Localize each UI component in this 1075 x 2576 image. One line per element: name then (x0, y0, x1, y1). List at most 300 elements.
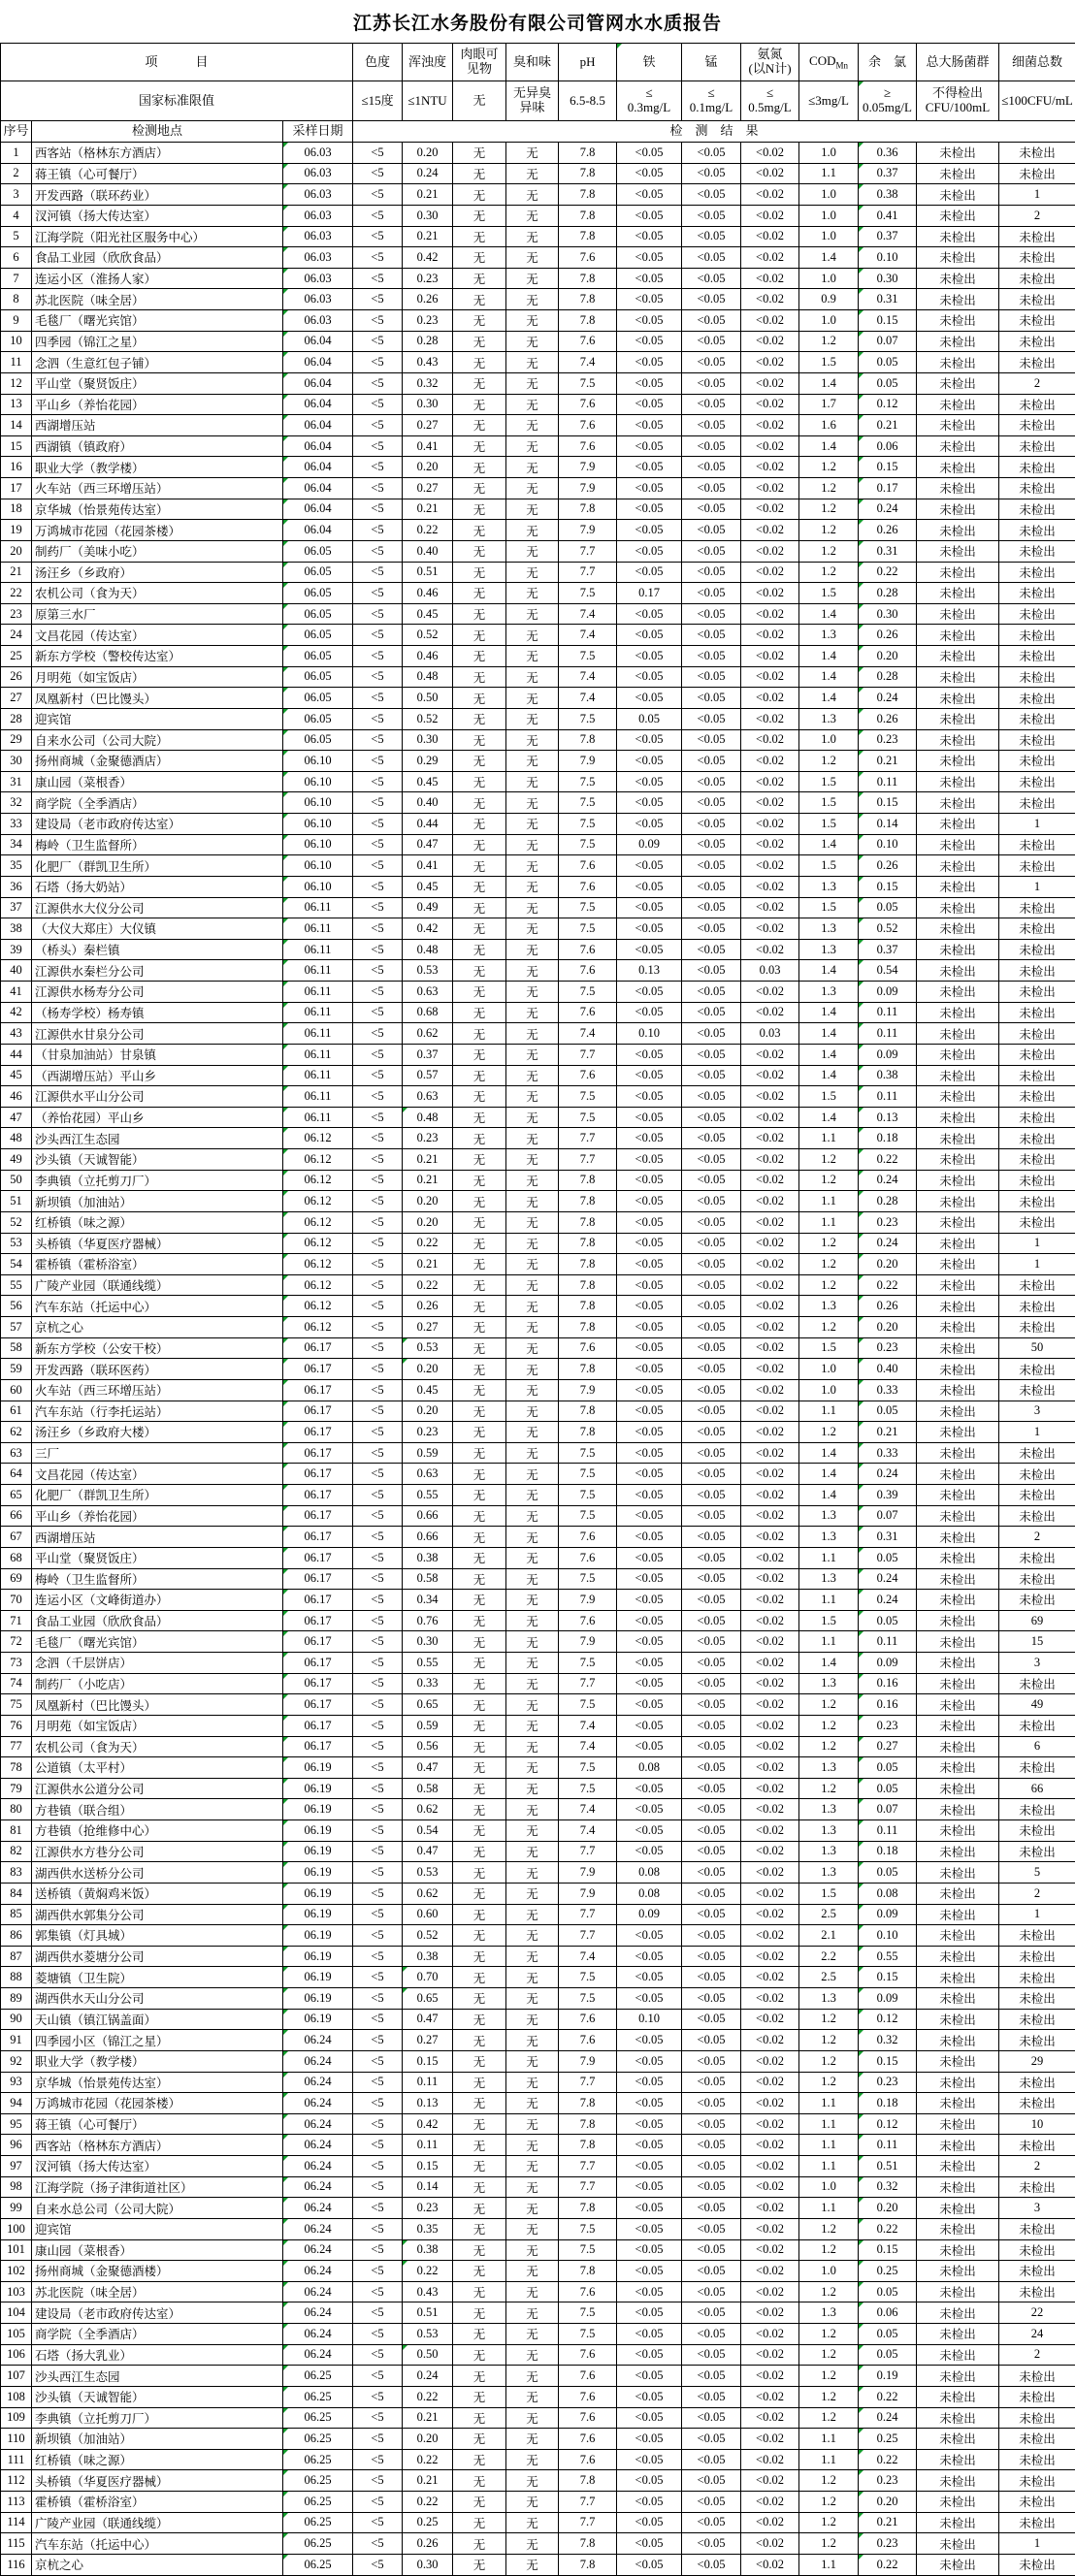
cell-bacteria-count: 未检出 (999, 751, 1075, 772)
cell-manganese: <0.05 (682, 1274, 741, 1296)
cell-colority: <5 (353, 2429, 403, 2450)
cell-iron: <0.05 (617, 1547, 682, 1568)
cell-ph: 7.8 (559, 226, 617, 247)
cell-location: 西客站（格林东方酒店） (32, 143, 283, 164)
header-residual-chlorine: 余 氯 (859, 44, 917, 81)
cell-total-coliform: 未检出 (917, 268, 999, 289)
cell-location: 平山堂（聚贤饭庄） (32, 372, 283, 394)
cell-ammonia: <0.02 (741, 1610, 799, 1631)
cell-visible-matter: 无 (453, 1988, 506, 2010)
cell-no: 16 (1, 457, 32, 478)
cell-total-coliform: 未检出 (917, 2156, 999, 2177)
cell-visible-matter: 无 (453, 1464, 506, 1485)
cell-ph: 7.8 (559, 1422, 617, 1443)
cell-visible-matter: 无 (453, 1883, 506, 1904)
cell-date: 06.17 (283, 1568, 353, 1590)
cell-residual-chlorine: 0.11 (859, 2135, 917, 2156)
cell-manganese: <0.05 (682, 372, 741, 394)
cell-date: 06.03 (283, 247, 353, 269)
cell-manganese: <0.05 (682, 268, 741, 289)
cell-manganese: <0.05 (682, 1464, 741, 1485)
cell-ph: 7.5 (559, 708, 617, 729)
cell-odor: 无 (506, 1422, 559, 1443)
table-row (1, 2113, 1075, 2135)
cell-residual-chlorine: 0.15 (859, 876, 917, 897)
cell-total-coliform: 未检出 (917, 2492, 999, 2513)
cell-bacteria-count: 未检出 (999, 2407, 1075, 2429)
cell-bacteria-count: 1 (999, 876, 1075, 897)
table-row (1, 435, 1075, 457)
cell-colority: <5 (353, 751, 403, 772)
cell-total-coliform: 未检出 (917, 1044, 999, 1065)
cell-ammonia: <0.02 (741, 834, 799, 855)
cell-residual-chlorine: 0.21 (859, 751, 917, 772)
cell-no: 44 (1, 1044, 32, 1065)
limit-manganese-line1: ≤ (682, 86, 740, 101)
cell-iron: <0.05 (617, 1211, 682, 1233)
cell-ph: 7.6 (559, 2386, 617, 2407)
cell-manganese: <0.05 (682, 1170, 741, 1191)
cell-residual-chlorine: 0.20 (859, 2492, 917, 2513)
table-row (1, 372, 1075, 394)
cell-visible-matter: 无 (453, 1799, 506, 1820)
cell-ph: 7.8 (559, 2554, 617, 2575)
cell-colority: <5 (353, 646, 403, 667)
cell-manganese: <0.05 (682, 1653, 741, 1674)
cell-bacteria-count: 1 (999, 184, 1075, 206)
cell-manganese: <0.05 (682, 2344, 741, 2366)
cell-ph: 7.9 (559, 457, 617, 478)
cell-codmn: 1.2 (799, 1778, 859, 1799)
cell-residual-chlorine: 0.20 (859, 1317, 917, 1338)
cell-ammonia: <0.02 (741, 2302, 799, 2324)
cell-location: 西湖增压站 (32, 415, 283, 436)
table-row (1, 1149, 1075, 1171)
cell-colority: <5 (353, 1631, 403, 1653)
cell-residual-chlorine: 0.54 (859, 960, 917, 982)
cell-colority: <5 (353, 2324, 403, 2345)
limits-label: 国家标准限值 (1, 81, 353, 121)
cell-date: 06.17 (283, 1610, 353, 1631)
cell-bacteria-count: 未检出 (999, 163, 1075, 184)
cell-turbidity: 0.42 (403, 2113, 453, 2135)
limit-ammonia (741, 81, 799, 121)
cell-turbidity: 0.20 (403, 1401, 453, 1422)
cell-no: 109 (1, 2407, 32, 2429)
cell-ph: 7.6 (559, 2449, 617, 2470)
cell-ph: 7.5 (559, 1757, 617, 1779)
cell-visible-matter: 无 (453, 1233, 506, 1254)
cell-ammonia: <0.02 (741, 708, 799, 729)
cell-iron: <0.05 (617, 2407, 682, 2429)
cell-ph: 7.8 (559, 143, 617, 164)
cell-odor: 无 (506, 939, 559, 960)
cell-manganese: <0.05 (682, 1757, 741, 1779)
limit-iron (617, 81, 682, 121)
cell-visible-matter: 无 (453, 478, 506, 499)
cell-total-coliform: 未检出 (917, 1610, 999, 1631)
cell-date: 06.17 (283, 1673, 353, 1694)
cell-codmn: 1.0 (799, 143, 859, 164)
cell-visible-matter: 无 (453, 1107, 506, 1128)
cell-manganese: <0.05 (682, 1820, 741, 1842)
cell-codmn: 1.2 (799, 1694, 859, 1716)
cell-total-coliform: 未检出 (917, 143, 999, 164)
cell-manganese: <0.05 (682, 435, 741, 457)
cell-iron: <0.05 (617, 1967, 682, 1988)
cell-visible-matter: 无 (453, 583, 506, 604)
cell-ammonia: <0.02 (741, 2009, 799, 2030)
cell-location: 制药厂（小吃店） (32, 1673, 283, 1694)
cell-total-coliform: 未检出 (917, 1590, 999, 1611)
header-ammonia (741, 44, 799, 81)
cell-iron: <0.05 (617, 435, 682, 457)
cell-bacteria-count: 3 (999, 1653, 1075, 1674)
cell-manganese: <0.05 (682, 1485, 741, 1506)
cell-ph: 7.5 (559, 372, 617, 394)
cell-codmn: 1.3 (799, 1505, 859, 1527)
cell-date: 06.17 (283, 1379, 353, 1401)
cell-residual-chlorine: 0.11 (859, 771, 917, 792)
cell-visible-matter: 无 (453, 2239, 506, 2261)
cell-manganese: <0.05 (682, 1401, 741, 1422)
cell-ph: 7.6 (559, 1337, 617, 1359)
cell-no: 28 (1, 708, 32, 729)
cell-total-coliform: 未检出 (917, 331, 999, 352)
cell-date: 06.25 (283, 2407, 353, 2429)
cell-bacteria-count: 未检出 (999, 1485, 1075, 1506)
cell-ammonia: <0.02 (741, 226, 799, 247)
cell-total-coliform: 未检出 (917, 1653, 999, 1674)
cell-residual-chlorine: 0.26 (859, 708, 917, 729)
limit-colority: ≤15度 (353, 81, 403, 121)
cell-total-coliform: 未检出 (917, 394, 999, 415)
cell-odor: 无 (506, 1442, 559, 1464)
cell-residual-chlorine: 0.21 (859, 2512, 917, 2533)
cell-residual-chlorine: 0.28 (859, 1191, 917, 1212)
cell-ammonia: <0.02 (741, 918, 799, 940)
cell-ammonia: <0.02 (741, 1317, 799, 1338)
cell-colority: <5 (353, 184, 403, 206)
table-row (1, 1568, 1075, 1590)
cell-date: 06.03 (283, 205, 353, 226)
cell-location: 建设局（老市政府传达室） (32, 2302, 283, 2324)
cell-visible-matter: 无 (453, 1274, 506, 1296)
cell-colority: <5 (353, 1841, 403, 1862)
cell-iron: <0.05 (617, 1464, 682, 1485)
cell-turbidity: 0.37 (403, 1044, 453, 1065)
cell-turbidity: 0.13 (403, 2093, 453, 2114)
cell-date: 06.19 (283, 1925, 353, 1947)
cell-codmn: 1.2 (799, 2281, 859, 2302)
cell-bacteria-count: 未检出 (999, 855, 1075, 877)
table-row (1, 331, 1075, 352)
cell-manganese: <0.05 (682, 226, 741, 247)
cell-bacteria-count: 未检出 (999, 1442, 1075, 1464)
cell-date: 06.24 (283, 2113, 353, 2135)
cell-date: 06.17 (283, 1590, 353, 1611)
cell-residual-chlorine: 0.25 (859, 2261, 917, 2282)
cell-date: 06.10 (283, 751, 353, 772)
cell-colority: <5 (353, 688, 403, 709)
cell-bacteria-count: 未检出 (999, 792, 1075, 814)
cell-residual-chlorine: 0.38 (859, 1065, 917, 1086)
cell-iron: <0.05 (617, 1778, 682, 1799)
cell-codmn: 1.2 (799, 1736, 859, 1757)
cell-iron: <0.05 (617, 1925, 682, 1947)
cell-odor: 无 (506, 2366, 559, 2387)
cell-ammonia: <0.02 (741, 1694, 799, 1716)
cell-colority: <5 (353, 2072, 403, 2093)
cell-residual-chlorine: 0.16 (859, 1673, 917, 1694)
table-row (1, 163, 1075, 184)
cell-ammonia: <0.02 (741, 1065, 799, 1086)
cell-location: 沙头西江生态园 (32, 1128, 283, 1149)
cell-bacteria-count: 未检出 (999, 1149, 1075, 1171)
cell-residual-chlorine: 0.24 (859, 1170, 917, 1191)
cell-ammonia: <0.02 (741, 2072, 799, 2093)
cell-date: 06.04 (283, 520, 353, 541)
cell-bacteria-count: 2 (999, 2344, 1075, 2366)
limit-ph: 6.5-8.5 (559, 81, 617, 121)
cell-colority: <5 (353, 499, 403, 520)
cell-visible-matter: 无 (453, 1505, 506, 1527)
cell-no: 57 (1, 1317, 32, 1338)
cell-visible-matter: 无 (453, 1841, 506, 1862)
cell-residual-chlorine: 0.23 (859, 2470, 917, 2492)
cell-bacteria-count: 1 (999, 2533, 1075, 2555)
cell-odor: 无 (506, 1883, 559, 1904)
cell-bacteria-count: 未检出 (999, 2135, 1075, 2156)
cell-ph: 7.4 (559, 1715, 617, 1736)
cell-turbidity: 0.52 (403, 625, 453, 646)
cell-codmn: 1.5 (799, 897, 859, 918)
cell-ammonia: <0.02 (741, 897, 799, 918)
cell-iron: <0.05 (617, 184, 682, 206)
cell-codmn: 1.2 (799, 2239, 859, 2261)
cell-iron: <0.05 (617, 1401, 682, 1422)
cell-turbidity: 0.53 (403, 1337, 453, 1359)
cell-total-coliform: 未检出 (917, 855, 999, 877)
cell-location: 送桥镇（黄焖鸡米饭） (32, 1883, 283, 1904)
cell-visible-matter: 无 (453, 603, 506, 625)
cell-date: 06.10 (283, 814, 353, 835)
cell-colority: <5 (353, 2198, 403, 2219)
table-row (1, 1422, 1075, 1443)
table-row (1, 1590, 1075, 1611)
cell-iron: <0.05 (617, 2470, 682, 2492)
table-row (1, 666, 1075, 688)
cell-ph: 7.9 (559, 520, 617, 541)
cell-turbidity: 0.62 (403, 1883, 453, 1904)
cell-codmn: 1.3 (799, 1799, 859, 1820)
cell-date: 06.17 (283, 1401, 353, 1422)
cell-total-coliform: 未检出 (917, 1925, 999, 1947)
cell-visible-matter: 无 (453, 834, 506, 855)
cell-residual-chlorine: 0.20 (859, 2198, 917, 2219)
cell-no: 20 (1, 540, 32, 562)
cell-odor: 无 (506, 625, 559, 646)
cell-date: 06.17 (283, 1442, 353, 1464)
cell-visible-matter: 无 (453, 1694, 506, 1716)
cell-bacteria-count: 2 (999, 1527, 1075, 1548)
cell-bacteria-count: 未检出 (999, 1820, 1075, 1842)
cell-colority: <5 (353, 1379, 403, 1401)
table-row (1, 143, 1075, 164)
cell-total-coliform: 未检出 (917, 2261, 999, 2282)
cell-visible-matter: 无 (453, 2470, 506, 2492)
cell-no: 31 (1, 771, 32, 792)
cell-iron: <0.05 (617, 688, 682, 709)
cell-residual-chlorine: 0.07 (859, 1799, 917, 1820)
cell-ammonia: <0.02 (741, 2198, 799, 2219)
cell-ph: 7.8 (559, 1170, 617, 1191)
cell-ammonia: <0.02 (741, 1149, 799, 1171)
cell-date: 06.11 (283, 918, 353, 940)
cell-visible-matter: 无 (453, 143, 506, 164)
cell-manganese: <0.05 (682, 1023, 741, 1045)
cell-location: 京杭之心 (32, 1317, 283, 1338)
cell-codmn: 1.1 (799, 1631, 859, 1653)
cell-codmn: 1.3 (799, 982, 859, 1003)
cell-location: 汊河镇（扬大传达室） (32, 2156, 283, 2177)
cell-turbidity: 0.21 (403, 184, 453, 206)
cell-iron: <0.05 (617, 2176, 682, 2198)
cell-manganese: <0.05 (682, 2533, 741, 2555)
cell-colority: <5 (353, 1736, 403, 1757)
cell-residual-chlorine: 0.19 (859, 2366, 917, 2387)
cell-ph: 7.9 (559, 1379, 617, 1401)
cell-ammonia: <0.02 (741, 372, 799, 394)
cell-ph: 7.8 (559, 2093, 617, 2114)
cell-residual-chlorine: 0.07 (859, 1505, 917, 1527)
cell-residual-chlorine: 0.23 (859, 2072, 917, 2093)
cell-colority: <5 (353, 289, 403, 310)
table-row (1, 897, 1075, 918)
table-row (1, 982, 1075, 1003)
cell-turbidity: 0.32 (403, 372, 453, 394)
cell-turbidity: 0.21 (403, 1170, 453, 1191)
cell-codmn: 1.2 (799, 2512, 859, 2533)
cell-total-coliform: 未检出 (917, 1527, 999, 1548)
cell-ammonia: <0.02 (741, 415, 799, 436)
cell-codmn: 2.1 (799, 1925, 859, 1947)
cell-manganese: <0.05 (682, 1128, 741, 1149)
cell-location: （西湖增压站）平山乡 (32, 1065, 283, 1086)
cell-residual-chlorine: 0.11 (859, 1820, 917, 1842)
cell-total-coliform: 未检出 (917, 2072, 999, 2093)
cell-turbidity: 0.22 (403, 2261, 453, 2282)
cell-date: 06.25 (283, 2533, 353, 2555)
cell-no: 113 (1, 2492, 32, 2513)
cell-total-coliform: 未检出 (917, 708, 999, 729)
cell-turbidity: 0.23 (403, 268, 453, 289)
cell-codmn: 1.2 (799, 2218, 859, 2239)
cell-colority: <5 (353, 2239, 403, 2261)
cell-residual-chlorine: 0.24 (859, 1590, 917, 1611)
cell-date: 06.24 (283, 2344, 353, 2366)
cell-bacteria-count: 未检出 (999, 2218, 1075, 2239)
cell-colority: <5 (353, 352, 403, 373)
cell-codmn: 1.0 (799, 2261, 859, 2282)
cell-bacteria-count: 未检出 (999, 415, 1075, 436)
cell-ammonia: 0.03 (741, 960, 799, 982)
cell-total-coliform: 未检出 (917, 1023, 999, 1045)
cell-visible-matter: 无 (453, 897, 506, 918)
cell-no: 97 (1, 2156, 32, 2177)
cell-codmn: 1.0 (799, 184, 859, 206)
cell-ammonia: <0.02 (741, 352, 799, 373)
cell-turbidity: 0.27 (403, 478, 453, 499)
cell-residual-chlorine: 0.18 (859, 1841, 917, 1862)
cell-iron: <0.05 (617, 1736, 682, 1757)
cell-no: 107 (1, 2366, 32, 2387)
cell-turbidity: 0.46 (403, 646, 453, 667)
cell-date: 06.17 (283, 1485, 353, 1506)
cell-no: 7 (1, 268, 32, 289)
cell-ammonia: <0.02 (741, 625, 799, 646)
cell-manganese: <0.05 (682, 729, 741, 751)
cell-codmn: 1.2 (799, 2386, 859, 2407)
cell-turbidity: 0.28 (403, 331, 453, 352)
cell-visible-matter: 无 (453, 310, 506, 332)
cell-manganese: <0.05 (682, 1149, 741, 1171)
cell-residual-chlorine: 0.32 (859, 2030, 917, 2051)
cell-manganese: <0.05 (682, 603, 741, 625)
cell-bacteria-count: 未检出 (999, 2554, 1075, 2575)
cell-colority: <5 (353, 2344, 403, 2366)
cell-no: 86 (1, 1925, 32, 1947)
cell-manganese: <0.05 (682, 1715, 741, 1736)
table-row (1, 478, 1075, 499)
cell-date: 06.12 (283, 1211, 353, 1233)
cell-residual-chlorine: 0.05 (859, 2324, 917, 2345)
cell-bacteria-count: 未检出 (999, 939, 1075, 960)
cell-colority: <5 (353, 1694, 403, 1716)
cell-date: 06.17 (283, 1359, 353, 1380)
table-row (1, 1191, 1075, 1212)
cell-ammonia: <0.02 (741, 1002, 799, 1023)
cell-bacteria-count: 未检出 (999, 2512, 1075, 2533)
cell-colority: <5 (353, 2050, 403, 2072)
cell-ph: 7.8 (559, 2533, 617, 2555)
cell-manganese: <0.05 (682, 1422, 741, 1443)
cell-ph: 7.8 (559, 2261, 617, 2282)
cell-codmn: 1.4 (799, 603, 859, 625)
cell-residual-chlorine: 0.12 (859, 394, 917, 415)
cell-total-coliform: 未检出 (917, 646, 999, 667)
cell-colority: <5 (353, 771, 403, 792)
cell-codmn: 1.4 (799, 834, 859, 855)
cell-codmn: 1.5 (799, 1337, 859, 1359)
cell-bacteria-count: 未检出 (999, 1274, 1075, 1296)
cell-residual-chlorine: 0.24 (859, 1233, 917, 1254)
cell-residual-chlorine: 0.15 (859, 457, 917, 478)
cell-codmn: 1.0 (799, 1359, 859, 1380)
cell-ammonia: <0.02 (741, 1904, 799, 1925)
cell-iron: <0.05 (617, 1653, 682, 1674)
cell-turbidity: 0.27 (403, 1317, 453, 1338)
limit-residual-chlorine (859, 81, 917, 121)
cell-residual-chlorine: 0.10 (859, 834, 917, 855)
cell-codmn: 1.2 (799, 540, 859, 562)
cell-colority: <5 (353, 960, 403, 982)
cell-total-coliform: 未检出 (917, 1233, 999, 1254)
cell-residual-chlorine: 0.22 (859, 2386, 917, 2407)
cell-odor: 无 (506, 163, 559, 184)
cell-ph: 7.7 (559, 1841, 617, 1862)
cell-iron: <0.05 (617, 1442, 682, 1464)
